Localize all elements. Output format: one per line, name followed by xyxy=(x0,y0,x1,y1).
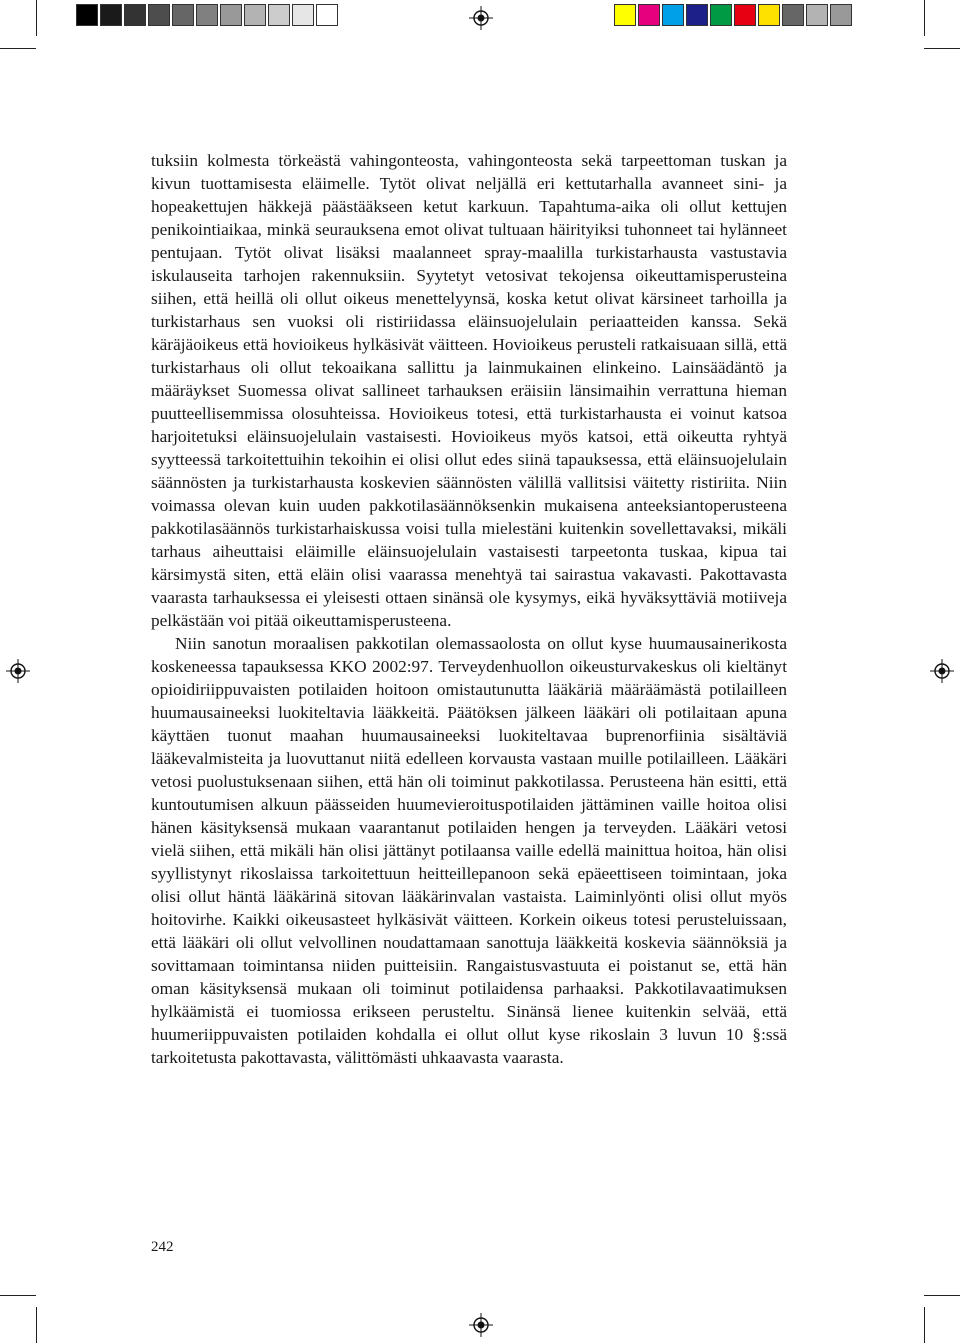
registration-target-icon xyxy=(469,6,493,30)
color-swatch xyxy=(686,4,708,26)
body-text xyxy=(151,149,787,1069)
paragraph: Niin sanotun moraalisen pakkotilan olemassaolosta on ollut kyse huumausainerikosta koskeneessa tapauksessa KKO 2002:97. Terveydenhuollon oikeusturvakeskus oli kieltänyt opioidiriippuvaisten potilaiden hoitoon omistautunutta lääkäriä määräämästä potilailleen huumausaineeksi luokiteltavia lääkkeitä. Päätöksen jälkeen lääkäri oli potilaitaan apuna käyttäen tuonut maahan huumausaineeksi luokiteltavaa buprenorfiinia sisältäviä lääkevalmisteita ja luovuttanut niitä edelleen korvausta vastaan muille potilailleen. Lääkäri vetosi puolustuksenaan siihen, että hän oli toiminut pakkotilassa. Perusteena hän esitti, että kuntoutumisen alkuun päässeiden huumevieroituspotilaiden jättäminen vaille hoitoa olisi hänen käsityksensä mukaan vaarantanut potilaiden hengen ja terveyden. Lääkäri vetosi vielä siihen, että mikäli hän olisi jättänyt potilaansa vaille edellä mainittua hoitoa, hän olisi syyllistynyt rikoslaissa tarkoitettuun heitteillepanoon sekä epäeettiseen toimintaan, joka olisi ollut häntä lääkärinä sitovan lääkärinvalan vastaista. Laiminlyönti olisi ollut myös hoitovirhe. Kaikki oikeusasteet hylkäsivät väitteen. Korkein oikeus totesi perusteluissaan, että lääkäri oli ollut velvollinen noudattamaan sanottuja lääkkeitä koskevia säännöksiä ja sovittamaan toimintansa niiden puitteisiin. Rangaistusvastuuta ei poistanut se, että hän oman käsityksensä mukaan oli toiminut potilaidensa parhaaksi. Pakkotilavaatimuksen hylkäämistä ei tuomiossa erikseen perusteltu. Sinänsä lienee kuitenkin selvää, että huumeriippuvaisten potilaiden kohdalla ei ollut ollut kyse rikoslain 3 luvun 10 §:ssä tarkoitetusta pakottavasta, välittömästi uhkaavasta vaarasta. xyxy=(151,634,787,1067)
color-swatch xyxy=(614,4,636,26)
color-swatch xyxy=(244,4,266,26)
crop-mark-bottom-right-v xyxy=(924,1307,925,1343)
gray-color-bar xyxy=(76,4,340,26)
color-swatch xyxy=(782,4,804,26)
color-swatch xyxy=(268,4,290,26)
crop-mark-top-right-h xyxy=(924,48,960,49)
color-swatch xyxy=(292,4,314,26)
crop-mark-top-left-v xyxy=(36,0,37,36)
color-swatch xyxy=(758,4,780,26)
color-swatch xyxy=(806,4,828,26)
color-swatch xyxy=(76,4,98,26)
registration-target-icon xyxy=(930,659,954,683)
color-swatch xyxy=(148,4,170,26)
color-swatch xyxy=(100,4,122,26)
color-swatch xyxy=(124,4,146,26)
crop-mark-top-left-h xyxy=(0,48,36,49)
color-swatch xyxy=(662,4,684,26)
paragraph: tuksiin kolmesta törkeästä vahingonteosta, vahingonteosta sekä tarpeettoman tuskan ja kivun tuottamisesta eläimelle. Tytöt olivat neljällä eri kettutarhalla avanneet sini- ja hopeakettujen häkkejä päästääkseen ketut karkuun. Tapahtuma-aika oli ollut kettujen penikointiaikaa, minkä seurauksena emot olivat tultuaan häirityiksi tuhonneet tai hylänneet pentujaan. Tytöt olivat lisäksi maalanneet spray-maalilla turkistarhausta vastustavia iskulauseita tarhojen rakennuksiin. Syytetyt vetosivat tekojensa oikeuttamisperusteina siihen, että heillä oli ollut oikeus menettelyynsä, koska ketut olivat kärsineet tarhoilla ja turkistarhaus sen vuoksi oli ristiriidassa eläinsuojelulain periaatteiden kanssa. Sekä käräjäoikeus että hovioikeus hylkäsivät väitteen. Hovioikeus perusteli ratkaisuaan sillä, että turkistarhaus oli ollut tekoaikana sallittu ja lainmukainen elinkeino. Lainsäädäntö ja määräykset Suomessa olivat sallineet tarhauksen eräisiin länsimaihin verrattuna hieman puutteellisemmissa olosuhteissa. Hovioikeus totesi, että turkistarhausta ei voinut katsoa harjoitetuksi eläinsuojelulain vastaisesti. Hovioikeus myös katsoi, että oikeutta ryhtyä syytteessä tarkoitettuihin tekoihin ei olisi ollut edes siinä tapauksessa, että eläinsuojelulain säännösten ja turkistarhausta koskevien säännösten välillä vallitsisi väitetty ristiriita. Niin voimassa olevan kuin uuden pakkotilasäännöksenkin mukaisena anteeksiantoperusteena pakkotilasäännös turkistarhaiskussa voisi tulla mielestäni kuitenkin sovellettavaksi, mikäli tarhaus aiheuttaisi eläimille eläinsuojelulain vastaisesti tarpeetonta tuskaa, kipua tai kärsimystä siten, että eläin olisi vaarassa menehtyä tai sairastua vakavasti. Pakottavasta vaarasta tarhauksessa ei yleisesti ottaen sinänsä ole kysymys, eikä hyväksyttäviä motiiveja pelkästään voi pitää oikeuttamisperusteena. xyxy=(151,151,787,630)
color-swatch xyxy=(220,4,242,26)
color-swatch xyxy=(196,4,218,26)
registration-target-icon xyxy=(469,1313,493,1337)
registration-target-icon xyxy=(6,659,30,683)
color-swatch xyxy=(172,4,194,26)
crop-mark-top-right-v xyxy=(924,0,925,36)
process-color-bar xyxy=(614,4,854,26)
color-swatch xyxy=(316,4,338,26)
crop-mark-bottom-left-h xyxy=(0,1295,36,1296)
color-swatch xyxy=(734,4,756,26)
color-swatch xyxy=(830,4,852,26)
color-swatch xyxy=(710,4,732,26)
color-swatch xyxy=(638,4,660,26)
crop-mark-bottom-left-v xyxy=(36,1307,37,1343)
page-number: 242 xyxy=(151,1239,174,1255)
crop-mark-bottom-right-h xyxy=(924,1295,960,1296)
